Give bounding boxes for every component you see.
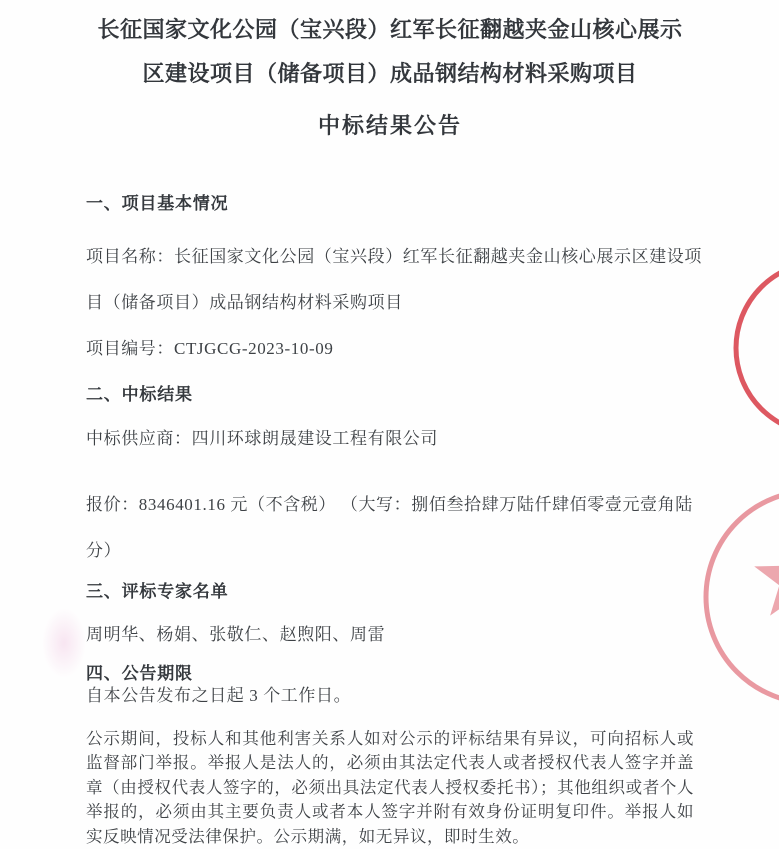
- official-seal-bottom: [706, 491, 779, 703]
- section-heading-announcement-period: 四、公告期限: [86, 664, 193, 683]
- star-icon: [754, 536, 779, 616]
- document-subtitle: 中标结果公告: [317, 113, 462, 138]
- winning-supplier-line: 中标供应商：四川环球朗晟建设工程有限公司: [86, 429, 438, 448]
- seal-top-ring-icon: [736, 262, 779, 434]
- scan-smudge: [42, 608, 86, 678]
- expert-names-line: 周明华、杨娟、张敬仁、赵煦阳、周雷: [86, 625, 386, 644]
- official-seal-top: [736, 262, 779, 434]
- section-heading-bid-result: 二、中标结果: [86, 385, 193, 404]
- notice-paragraph: 公示期间，投标人和其他利害关系人如对公示的评标结果有异议，可向招标人或监督部门举报。举报人是法人的，必须由其法定代表人或者授权代表人签字并盖章（由授权代表人签字的，必须出具法定代表人授权委托书）；其他组织或者个人举报的，必须由其主要负责人或者本人签字并附有效身份证明复印件。举报人如实反映情况受法律保护。公示期满，如无异议，即时生效。: [86, 729, 694, 846]
- seal-bottom-ring-icon: [706, 491, 779, 703]
- section-heading-expert-list: 三、评标专家名单: [86, 582, 229, 601]
- section-heading-basic-info: 一、项目基本情况: [86, 194, 229, 213]
- bid-price-line: 报价：8346401.16 元（不含税） （大写：捌佰叁拾肆万陆仟肆佰零壹元壹角陆分）: [86, 495, 693, 560]
- announcement-duration-line: 自本公告发布之日起 3 个工作日。: [86, 686, 352, 705]
- document-title: 长征国家文化公园（宝兴段）红军长征翻越夹金山核心展示区建设项目（储备项目）成品钢结构材料采购项目: [97, 17, 683, 86]
- project-number-line: 项目编号：CTJGCG-2023-10-09: [86, 339, 334, 358]
- project-name-line: 项目名称：长征国家文化公园（宝兴段）红军长征翻越夹金山核心展示区建设项目（储备项目）成品钢结构材料采购项目: [86, 247, 702, 312]
